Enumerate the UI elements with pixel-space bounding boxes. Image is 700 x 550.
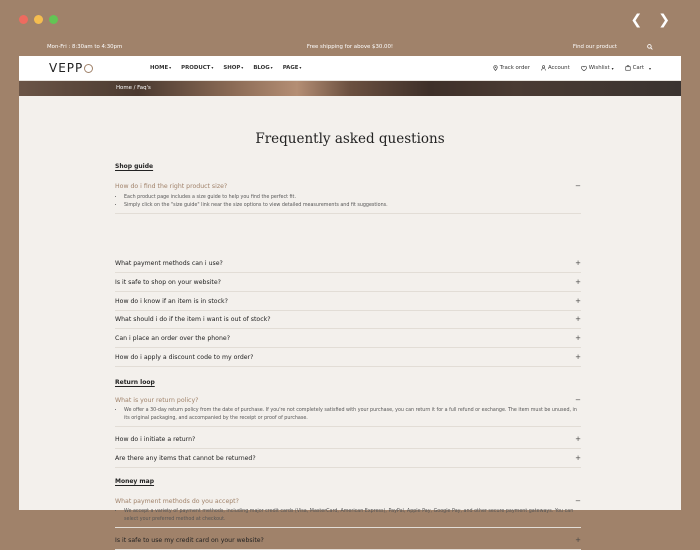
minus-icon[interactable]: −: [575, 396, 581, 404]
minus-icon[interactable]: −: [575, 182, 581, 190]
minus-icon[interactable]: −: [575, 497, 581, 505]
answer-line: • Each product page includes a size guide to help you find the perfect fit.: [124, 194, 581, 202]
search-icon[interactable]: [647, 44, 653, 50]
breadcrumb[interactable]: Home / Faq's: [116, 85, 151, 91]
page-banner: [19, 81, 681, 96]
plus-icon[interactable]: +: [575, 454, 581, 462]
chevron-down-icon: ▾: [648, 65, 651, 71]
chevron-down-icon: ▾: [241, 65, 244, 70]
faq-question: What payment methods can i use?: [115, 259, 223, 267]
chevron-down-icon: ▾: [299, 65, 302, 70]
browser-nav: [631, 12, 670, 28]
plus-icon[interactable]: +: [575, 334, 581, 342]
answer-line: • Simply click on the "size guide" link near the size options to view detailed measurements and fit suggestions.: [124, 202, 581, 210]
faq-item[interactable]: [115, 254, 581, 273]
faq-answer: [115, 194, 581, 214]
minimize-dot[interactable]: [34, 15, 43, 24]
menu-item-home[interactable]: HOME▾: [150, 65, 172, 71]
plus-icon[interactable]: +: [575, 259, 581, 267]
menu-item-shop[interactable]: SHOP▾: [223, 65, 244, 71]
faq-item[interactable]: [115, 430, 581, 449]
faq-question: How do i know if an item is in stock?: [115, 297, 228, 305]
faq-question: What payment methods do you accept?: [115, 497, 239, 505]
window-controls: [19, 15, 58, 24]
promo-text: Free shipping for above $30.00!: [306, 44, 394, 50]
chevron-right-icon[interactable]: ❯: [658, 12, 670, 28]
chevron-down-icon: ▾: [270, 65, 273, 70]
chevron-left-icon[interactable]: ❮: [630, 12, 643, 28]
faq-item[interactable]: [115, 310, 581, 329]
faq-question: What is your return policy?: [115, 396, 199, 404]
faq-question: Are there any items that cannot be returned?: [115, 454, 256, 462]
location-pin-icon: [493, 65, 498, 71]
page-title: Frequently asked questions: [255, 131, 445, 147]
faq-item[interactable]: [115, 449, 581, 468]
header-actions: [493, 65, 651, 71]
plus-icon[interactable]: +: [575, 435, 581, 443]
plus-icon[interactable]: +: [575, 536, 581, 544]
faq-question: Is it safe to use my credit card on your website?: [115, 536, 264, 544]
faq-item[interactable]: [115, 177, 581, 195]
user-icon: [541, 65, 546, 71]
faq-question: How do i initiate a return?: [115, 435, 196, 443]
faq-item[interactable]: [115, 292, 581, 311]
section-title-shop-guide: Shop guide: [115, 163, 154, 170]
faq-answer: [115, 407, 581, 427]
faq-item[interactable]: [115, 273, 581, 292]
store-hours: Mon-Fri : 8:30am to 4:30pm: [47, 44, 123, 50]
announcement-bar: [19, 38, 681, 56]
faq-question: What should i do if the item i want is out of stock?: [115, 315, 271, 323]
chevron-down-icon: ▾: [211, 65, 214, 70]
faq-question: How do i apply a discount code to my order?: [115, 353, 254, 361]
logo-mark: [84, 64, 93, 73]
logo-text: VEPP: [49, 61, 84, 75]
faq-question: How do i find the right product size?: [115, 182, 228, 190]
cart-icon: [625, 65, 631, 71]
menu-item-page[interactable]: PAGE▾: [282, 65, 302, 71]
faq-question: Is it safe to shop on your website?: [115, 278, 221, 286]
chevron-down-icon: ▾: [611, 65, 614, 71]
logo[interactable]: [49, 61, 93, 75]
faq-item[interactable]: [115, 531, 581, 550]
answer-line: • We accept a variety of payment methods, including major credit cards (Visa, MasterCard, American Express), PayPal, Apple Pay, Google Pay, and other secure payment gateways. You can select your preferred method at checkout.: [124, 508, 581, 524]
plus-icon[interactable]: +: [575, 278, 581, 286]
plus-icon[interactable]: +: [575, 315, 581, 323]
section-title-money-map: Money map: [115, 478, 155, 485]
heart-icon: [581, 66, 587, 71]
wishlist-link[interactable]: Wishlist ▾: [581, 65, 614, 71]
plus-icon[interactable]: +: [575, 353, 581, 361]
browser-window: [19, 38, 681, 544]
faq-question: Can i place an order over the phone?: [115, 334, 230, 342]
search-label[interactable]: Find our product: [572, 44, 617, 50]
maximize-dot[interactable]: [49, 15, 58, 24]
chevron-down-icon: ▾: [169, 65, 172, 70]
main-menu: [150, 65, 301, 71]
answer-line: • We offer a 30-day return policy from the date of purchase. If you're not completely satisfied with your purchase, you can return it for a full refund or exchange. The item must be unused, in its original packaging, and accompanied by the receipt or proof of purchase.: [124, 407, 581, 423]
account-link[interactable]: Account: [541, 65, 570, 71]
faq-item[interactable]: [115, 348, 581, 367]
menu-item-blog[interactable]: BLOG▾: [253, 65, 273, 71]
topbar-search[interactable]: [573, 44, 653, 50]
cart-link[interactable]: Cart ▾: [625, 65, 651, 71]
close-dot[interactable]: [19, 15, 28, 24]
track-order-link[interactable]: Track order: [493, 65, 530, 71]
plus-icon[interactable]: +: [575, 297, 581, 305]
faq-answer: [115, 508, 581, 528]
faq-item[interactable]: [115, 329, 581, 348]
menu-item-product[interactable]: PRODUCT▾: [181, 65, 214, 71]
site-header: [19, 56, 681, 81]
section-title-return-loop: Return loop: [115, 379, 155, 386]
